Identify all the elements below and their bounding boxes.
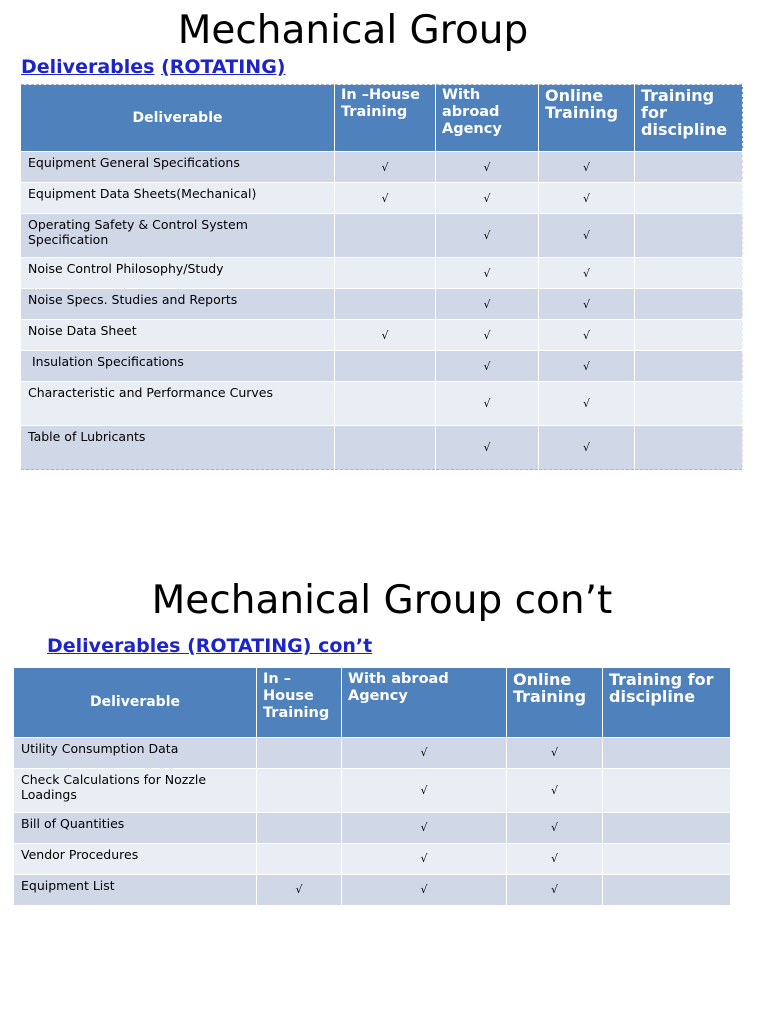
- cell-in-house-training: √: [335, 183, 436, 214]
- header-in-house-training: In –House Training: [335, 85, 436, 152]
- cell-in-house-training: √: [335, 152, 436, 183]
- table-row: [14, 812, 731, 843]
- cell-with-abroad-agency: √: [342, 737, 507, 768]
- deliverable-name-cell: Noise Data Sheet: [21, 320, 335, 351]
- cell-training-for-discipline: [635, 183, 743, 214]
- cell-in-house-training: [257, 812, 342, 843]
- header-online-training: Online Training: [539, 85, 635, 152]
- cell-in-house-training: [335, 382, 436, 426]
- deliverables-table-2: [13, 668, 731, 905]
- cell-with-abroad-agency: √: [436, 258, 539, 289]
- deliverable-name-cell: Equipment List: [14, 874, 257, 905]
- cell-training-for-discipline: [635, 258, 743, 289]
- table-row: [21, 426, 743, 470]
- cell-in-house-training: [257, 737, 342, 768]
- cell-online-training: √: [539, 183, 635, 214]
- cell-training-for-discipline: [635, 289, 743, 320]
- table-row: [14, 843, 731, 874]
- cell-online-training: √: [539, 258, 635, 289]
- cell-training-for-discipline: [635, 214, 743, 258]
- header-training-for-discipline: Training for discipline: [635, 85, 743, 152]
- table-row: [21, 320, 743, 351]
- deliverable-name-cell: Table of Lubricants: [21, 426, 335, 470]
- header-with-abroad-agency: With abroad Agency: [342, 668, 507, 737]
- cell-with-abroad-agency: √: [436, 320, 539, 351]
- cell-in-house-training: √: [257, 874, 342, 905]
- cell-in-house-training: [335, 426, 436, 470]
- table-row: [14, 874, 731, 905]
- table-row: [21, 382, 743, 426]
- cell-online-training: √: [539, 289, 635, 320]
- cell-with-abroad-agency: √: [436, 289, 539, 320]
- deliverable-name-cell: Insulation Specifications: [21, 351, 335, 382]
- deliverable-name-cell: Bill of Quantities: [14, 812, 257, 843]
- cell-with-abroad-agency: √: [436, 183, 539, 214]
- subtitle-prefix: Deliverables: [21, 56, 155, 78]
- cell-online-training: √: [507, 874, 603, 905]
- cell-with-abroad-agency: √: [436, 214, 539, 258]
- slide-2-subtitle: [47, 635, 372, 657]
- deliverable-name-cell: Utility Consumption Data: [14, 737, 257, 768]
- cell-online-training: √: [539, 351, 635, 382]
- header-training-for-discipline: Training for discipline: [603, 668, 731, 737]
- cell-training-for-discipline: [603, 874, 731, 905]
- deliverable-name-cell: Equipment General Specifications: [21, 152, 335, 183]
- table-row: [21, 183, 743, 214]
- subtitle-text: Deliverables (ROTATING) con’t: [47, 635, 373, 657]
- cell-with-abroad-agency: √: [436, 351, 539, 382]
- table-row: [21, 152, 743, 183]
- cell-online-training: √: [539, 426, 635, 470]
- cell-online-training: √: [507, 812, 603, 843]
- table-row: [14, 737, 731, 768]
- cell-with-abroad-agency: √: [436, 382, 539, 426]
- table-row: [14, 768, 731, 812]
- table-row: [21, 214, 743, 258]
- table-row: [21, 258, 743, 289]
- cell-in-house-training: √: [335, 320, 436, 351]
- cell-with-abroad-agency: √: [342, 843, 507, 874]
- cell-training-for-discipline: [635, 351, 743, 382]
- deliverable-name-cell: Vendor Procedures: [14, 843, 257, 874]
- table-row: [21, 289, 743, 320]
- header-with-abroad-agency: With abroad Agency: [436, 85, 539, 152]
- deliverable-name-cell: Noise Specs. Studies and Reports: [21, 289, 335, 320]
- cell-online-training: √: [539, 320, 635, 351]
- header-deliverable: Deliverable: [21, 85, 335, 152]
- cell-training-for-discipline: [603, 737, 731, 768]
- table-header-row: [14, 668, 731, 737]
- header-in-house-training: In – House Training: [257, 668, 342, 737]
- table-header-row: [21, 85, 743, 152]
- table-row: [21, 351, 743, 382]
- deliverable-name-cell: Characteristic and Performance Curves: [21, 382, 335, 426]
- cell-training-for-discipline: [603, 768, 731, 812]
- cell-with-abroad-agency: √: [342, 812, 507, 843]
- cell-online-training: √: [507, 737, 603, 768]
- slide-1-title: Mechanical Group: [177, 8, 529, 53]
- cell-in-house-training: [335, 258, 436, 289]
- slide-2-title: Mechanical Group con’t: [151, 578, 613, 623]
- cell-online-training: √: [507, 843, 603, 874]
- deliverables-table-1: [20, 84, 743, 470]
- cell-online-training: √: [539, 214, 635, 258]
- cell-training-for-discipline: [635, 152, 743, 183]
- cell-with-abroad-agency: √: [342, 874, 507, 905]
- header-online-training: Online Training: [507, 668, 603, 737]
- slide-1-subtitle: [21, 56, 285, 78]
- deliverable-name-cell: Equipment Data Sheets(Mechanical): [21, 183, 335, 214]
- cell-in-house-training: [257, 768, 342, 812]
- cell-in-house-training: [257, 843, 342, 874]
- cell-online-training: √: [507, 768, 603, 812]
- cell-online-training: √: [539, 152, 635, 183]
- header-deliverable: Deliverable: [14, 668, 257, 737]
- cell-training-for-discipline: [603, 812, 731, 843]
- cell-in-house-training: [335, 289, 436, 320]
- cell-training-for-discipline: [635, 320, 743, 351]
- deliverable-name-cell: Check Calculations for Nozzle Loadings: [14, 768, 257, 812]
- cell-with-abroad-agency: √: [342, 768, 507, 812]
- cell-with-abroad-agency: √: [436, 426, 539, 470]
- deliverable-name-cell: Noise Control Philosophy/Study: [21, 258, 335, 289]
- subtitle-suffix: (ROTATING): [161, 56, 286, 78]
- cell-training-for-discipline: [635, 426, 743, 470]
- cell-training-for-discipline: [603, 843, 731, 874]
- deliverable-name-cell: Operating Safety & Control System Specification: [21, 214, 335, 258]
- cell-training-for-discipline: [635, 382, 743, 426]
- cell-with-abroad-agency: √: [436, 152, 539, 183]
- cell-in-house-training: [335, 351, 436, 382]
- cell-online-training: √: [539, 382, 635, 426]
- cell-in-house-training: [335, 214, 436, 258]
